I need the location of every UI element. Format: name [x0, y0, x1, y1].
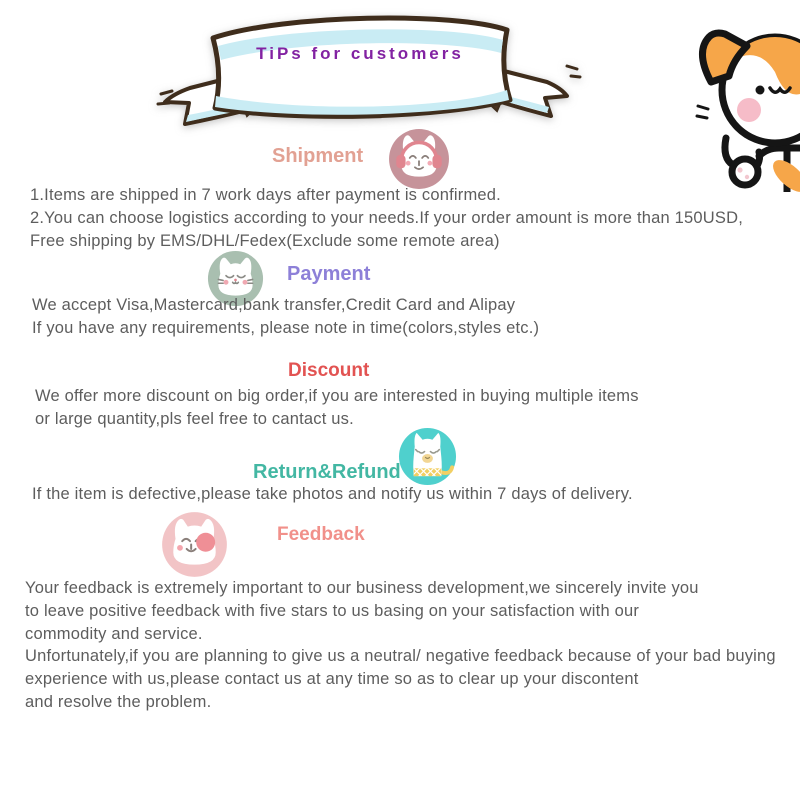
- feedback-text: [25, 577, 776, 714]
- body-line: 2.You can choose logistics according to your needs.If your order amount is more than 150USD,: [30, 208, 744, 227]
- body-line: commodity and service.: [25, 624, 203, 643]
- section-heading-feedback: Feedback: [277, 524, 365, 545]
- cat-mascot-illustration: [695, 20, 800, 192]
- body-line: Unfortunately,if you are planning to give us a neutral/ negative feedback because of your bad buying: [25, 647, 776, 666]
- body-line: to leave positive feedback with five stars to us basing on your satisfaction with our: [25, 601, 640, 620]
- section-heading-discount: Discount: [288, 360, 370, 381]
- body-line: Your feedback is extremely important to our business development,we sincerely invite you: [25, 579, 699, 597]
- body-line: experience with us,please contact us at any time so as to clear up your discontent: [25, 670, 639, 689]
- payment-text: [32, 294, 539, 340]
- ribbon-graphic: [155, 4, 585, 136]
- return-refund-text: [32, 483, 633, 506]
- body-line: If the item is defective,please take photos and notify us within 7 days of delivery.: [32, 485, 633, 503]
- cat-sweater-icon: [398, 427, 457, 486]
- body-line: and resolve the problem.: [25, 692, 212, 711]
- banner-title: TiPs for customers: [256, 44, 464, 63]
- section-heading-payment: Payment: [287, 263, 371, 285]
- body-line: If you have any requirements, please note in time(colors,styles etc.): [32, 318, 540, 337]
- cat-headphones-icon: [388, 128, 450, 190]
- body-line: or large quantity,pls feel free to cantact us.: [35, 409, 354, 428]
- body-line: 1.Items are shipped in 7 work days after payment is confirmed.: [30, 186, 501, 204]
- section-heading-shipment: Shipment: [272, 145, 364, 167]
- shipment-text: [30, 184, 743, 252]
- banner-ribbon: [155, 4, 585, 136]
- body-line: We offer more discount on big order,if you are interested in buying multiple items: [35, 387, 639, 405]
- section-heading-return-refund: Return&Refund: [253, 461, 401, 483]
- cat-wink-blush-icon: [161, 511, 228, 578]
- body-line: We accept Visa,Mastercard,bank transfer,Credit Card and Alipay: [32, 296, 516, 314]
- discount-text: [35, 385, 639, 431]
- body-line: Free shipping by EMS/DHL/Fedex(Exclude some remote area): [30, 231, 500, 250]
